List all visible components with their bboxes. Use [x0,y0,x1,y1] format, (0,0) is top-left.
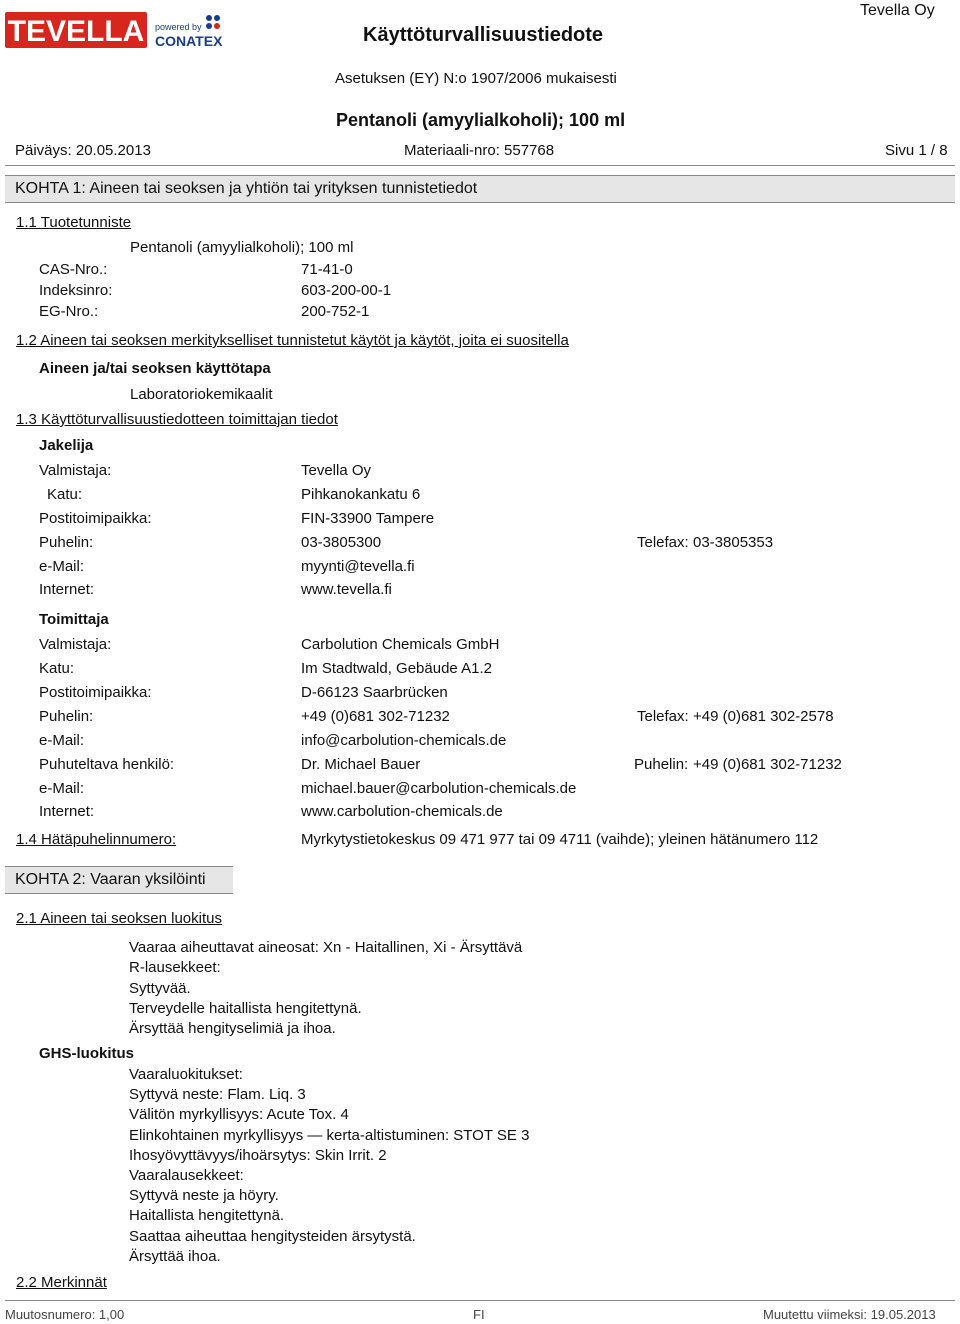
sup-phone-label: Puhelin: [39,708,94,725]
ghs-list [129,1065,529,1267]
ghs-line: Saattaa aiheuttaa hengitysteiden ärsytystä. [129,1227,416,1245]
s13-heading: 1.3 Käyttöturvallisuustiedotteen toimittajan tiedot [16,411,338,428]
ghs-line: Elinkohtainen myrkyllisyys — kerta-altistuminen: STOT SE 3 [129,1126,530,1144]
sup-street: Im Stadtwald, Gebäude A1.2 [301,660,492,677]
ghs-line: Ihosyövyttävyys/ihoärsytys: Skin Irrit. 2 [129,1146,387,1164]
ghs-line: Haitallista hengitettynä. [129,1207,285,1225]
dist-internet[interactable]: www.tevella.fi [301,581,392,598]
sup-email-label: e-Mail: [39,732,85,749]
dist-street: Pihkanokankatu 6 [301,486,421,503]
s14-heading: 1.4 Hätäpuhelinnumero: [16,831,177,848]
s12-heading: 1.2 Aineen tai seoksen merkitykselliset tunnistetut käytöt ja käytöt, joita ei suositella [16,332,569,349]
s11-product: Pentanoli (amyylialkoholi); 100 ml [130,239,354,256]
ghs-line: Vaaraluokitukset: [129,1066,243,1083]
ghs-line: Välitön myrkyllisyys: Acute Tox. 4 [129,1106,349,1124]
language-code: FI [473,1307,485,1322]
cas-value: 71-41-0 [301,261,353,278]
dist-phone-label: Puhelin: [39,534,94,551]
classification-line: Terveydelle haitallista hengitettynä. [129,999,362,1017]
dist-manufacturer-label: Valmistaja: [39,462,112,479]
eg-value: 200-752-1 [301,303,370,320]
sup-fax-label: Telefax: [637,708,689,725]
cas-label: CAS-Nro.: [39,261,108,278]
date-text: Päiväys: 20.05.2013 [15,142,151,159]
logo-partner-text: CONATEX [155,33,223,49]
sup-internet[interactable]: www.carbolution-chemicals.de [301,803,503,820]
s11-heading: 1.1 Tuotetunniste [16,214,132,231]
classification-line: Ärsyttää hengityselimiä ja ihoa. [129,1020,336,1038]
dist-email[interactable]: myynti@tevella.fi [301,558,415,575]
emergency-number: Myrkytystietokeskus 09 471 977 tai 09 4711 (vaihde); yleinen hätänumero 112 [301,831,819,848]
eg-label: EG-Nro.: [39,303,99,320]
index-label: Indeksinro: [39,282,113,299]
regulation-text: Asetuksen (EY) N:o 1907/2006 mukaisesti [335,70,617,87]
dist-street-label: Katu: [47,486,83,503]
sup-postal-label: Postitoimipaikka: [39,684,152,701]
sup-manufacturer: Carbolution Chemicals GmbH [301,636,500,653]
dist-internet-label: Internet: [39,581,95,598]
ghs-line: Vaaralausekkeet: [129,1167,244,1185]
dist-phone: 03-3805300 [301,534,382,551]
index-value: 603-200-00-1 [301,282,392,299]
logo-brand-text: TEVELLA [7,15,145,48]
sup-street-label: Katu: [39,660,75,677]
sup-email2-label: e-Mail: [39,780,85,797]
dist-fax: 03-3805353 [693,534,774,551]
sup-contact-phone-label: Puhelin: [634,756,689,773]
document-title: Käyttöturvallisuustiedote [363,24,604,46]
section1-heading: KOHTA 1: Aineen tai seoksen ja yhtiön tai yrityksen tunnistetiedot [15,180,478,197]
use-value: Laboratoriokemikaalit [130,386,273,403]
sup-phone: +49 (0)681 302-71232 [301,708,450,725]
company-name: Tevella Oy [860,2,935,19]
dist-fax-label: Telefax: [637,534,689,551]
footer-divider [5,1300,955,1301]
distributor-label: Jakelija [39,437,94,454]
dist-postal: FIN-33900 Tampere [301,510,435,527]
sup-contact: Dr. Michael Bauer [301,756,421,773]
dist-manufacturer: Tevella Oy [301,462,372,479]
ghs-line: Syttyvä neste: Flam. Liq. 3 [129,1086,306,1104]
classification-line: Syttyvää. [129,979,191,997]
header-divider [5,165,955,166]
classification-list [129,938,522,1039]
material-number: Materiaali-nro: 557768 [404,142,555,159]
supplier-label: Toimittaja [39,611,109,628]
sup-internet-label: Internet: [39,803,95,820]
classification-line: Vaaraa aiheuttavat aineosat: Xn - Haitallinen, Xi - Ärsyttävä [129,939,523,956]
page-number: Sivu 1 / 8 [885,142,948,159]
sup-contact-label: Puhuteltava henkilö: [39,756,175,773]
product-title: Pentanoli (amyylialkoholi); 100 ml [336,110,626,130]
section2-heading: KOHTA 2: Vaaran yksilöinti [15,871,206,888]
s22-heading: 2.2 Merkinnät [16,1274,107,1291]
sup-email[interactable]: info@carbolution-chemicals.de [301,732,507,749]
ghs-line: Ärsyttää ihoa. [129,1247,221,1265]
sup-fax: +49 (0)681 302-2578 [693,708,834,725]
s21-heading: 2.1 Aineen tai seoksen luokitus [16,910,222,927]
use-label: Aineen ja/tai seoksen käyttötapa [39,360,271,377]
ghs-line: Syttyvä neste ja höyry. [129,1187,279,1205]
sup-contact-phone: +49 (0)681 302-71232 [693,756,842,773]
ghs-label: GHS-luokitus [39,1045,135,1062]
tevella-logo [5,8,225,52]
sup-email2[interactable]: michael.bauer@carbolution-chemicals.de [301,780,577,797]
dist-email-label: e-Mail: [39,558,85,575]
sup-postal: D-66123 Saarbrücken [301,684,448,701]
sup-manufacturer-label: Valmistaja: [39,636,112,653]
section1-bar [5,175,955,203]
classification-line: R-lausekkeet: [129,959,221,977]
logo-powered-text: powered by [155,22,202,32]
last-modified: Muutettu viimeksi: 19.05.2013 [763,1307,936,1322]
revision-number: Muutosnumero: 1,00 [5,1307,125,1322]
dist-postal-label: Postitoimipaikka: [39,510,152,527]
section2-bar [5,866,233,894]
